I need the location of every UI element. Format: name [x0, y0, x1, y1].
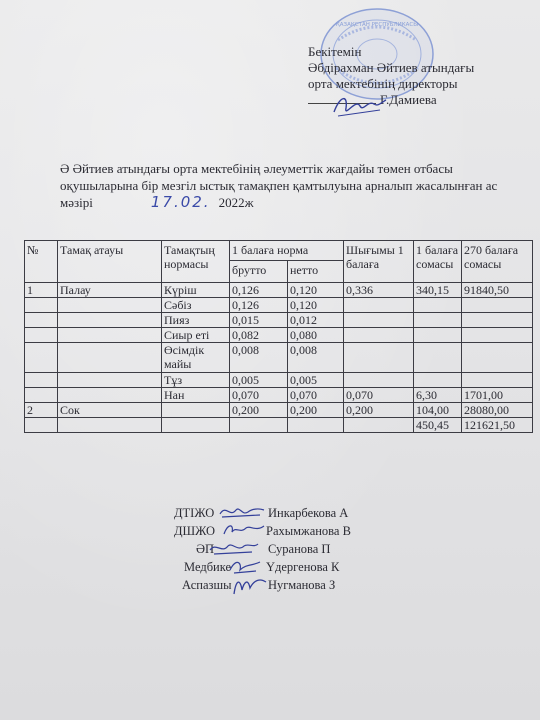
cell-total-sum [462, 373, 533, 388]
cell-dish: Палау [58, 283, 162, 298]
stamp-text: ҚАЗАҚСТАН РЕСПУБЛИКАСЫ [335, 22, 419, 28]
cell-per-child-sum: 6,30 [414, 388, 462, 403]
table-row [25, 313, 533, 328]
cell-number [25, 313, 58, 328]
header-number: № [25, 241, 58, 283]
cell-number [25, 418, 58, 433]
cell-gross: 0,008 [230, 343, 288, 373]
table-row [25, 343, 533, 373]
cell-total-sum: 91840,50 [462, 283, 533, 298]
cell-gross: 0,126 [230, 298, 288, 313]
signer-name: Рахымжанова В [266, 524, 351, 538]
menu-table [24, 240, 533, 433]
cell-net: 0,070 [288, 388, 344, 403]
cell-total-sum [462, 313, 533, 328]
cell-net: 0,005 [288, 373, 344, 388]
heading-line-1: Ә Әйтиев атындағы орта мектебінің әлеуметтік жағдайы төмен отбасы [60, 161, 453, 176]
cell-output [344, 298, 414, 313]
table-row [25, 328, 533, 343]
cell-product: Тұз [162, 373, 230, 388]
cell-total-sum: 28080,00 [462, 403, 533, 418]
header-output: Шығымы 1 балаға [344, 241, 414, 283]
cell-dish [58, 328, 162, 343]
signer-name: Үдергенова К [266, 560, 340, 574]
approved-label: Бекітемін [308, 44, 362, 59]
header-dish: Тамақ атауы [58, 241, 162, 283]
cell-product: Пияз [162, 313, 230, 328]
signer-row [196, 540, 331, 558]
cell-number [25, 298, 58, 313]
table-row [25, 388, 533, 403]
cell-total-sum [462, 298, 533, 313]
signer-role: ДТІЖО [174, 506, 215, 520]
table-row [25, 283, 533, 298]
cell-total-sum: 121621,50 [462, 418, 533, 433]
cell-net: 0,012 [288, 313, 344, 328]
approval-block [308, 44, 474, 108]
director-signature-line [308, 92, 474, 108]
cell-net: 0,120 [288, 283, 344, 298]
cell-per-child-sum [414, 373, 462, 388]
cell-dish [58, 388, 162, 403]
signer-row [174, 504, 349, 522]
cell-gross: 0,015 [230, 313, 288, 328]
cell-dish [58, 418, 162, 433]
signer-name: Нугманова З [268, 578, 336, 592]
signer-row [182, 576, 336, 594]
cell-gross: 0,082 [230, 328, 288, 343]
cell-output [344, 328, 414, 343]
cell-per-child-sum [414, 313, 462, 328]
cell-total-sum [462, 343, 533, 373]
cell-dish [58, 373, 162, 388]
cell-number: 2 [25, 403, 58, 418]
cell-total-sum: 1701,00 [462, 388, 533, 403]
signature-1 [218, 502, 266, 522]
cell-product: Күріш [162, 283, 230, 298]
cell-dish [58, 343, 162, 373]
cell-net: 0,080 [288, 328, 344, 343]
signer-name: Инкарбекова А [268, 506, 349, 520]
cell-output [344, 343, 414, 373]
cell-per-child-sum: 450,45 [414, 418, 462, 433]
header-total-sum: 270 балаға сомасы [462, 241, 533, 283]
cell-product: Сиыр еті [162, 328, 230, 343]
table-row [25, 298, 533, 313]
cell-dish [58, 298, 162, 313]
header-per-child-norm: 1 балаға норма [230, 241, 344, 261]
cell-output [344, 418, 414, 433]
cell-output: 0,336 [344, 283, 414, 298]
cell-per-child-sum: 340,15 [414, 283, 462, 298]
cell-per-child-sum [414, 343, 462, 373]
handwritten-date: 17.02. [150, 193, 211, 211]
cell-per-child-sum [414, 328, 462, 343]
menu-heading [60, 160, 500, 211]
cell-output: 0,200 [344, 403, 414, 418]
cell-output [344, 313, 414, 328]
heading-line-3 [60, 194, 500, 211]
cell-net: 0,200 [288, 403, 344, 418]
cell-net: 0,120 [288, 298, 344, 313]
cell-output [344, 373, 414, 388]
header-food-norm: Тамақтың нормасы [162, 241, 230, 283]
cell-gross: 0,070 [230, 388, 288, 403]
header-gross: брутто [230, 261, 288, 283]
cell-number [25, 328, 58, 343]
cell-gross: 0,126 [230, 283, 288, 298]
cell-total-sum [462, 328, 533, 343]
table-row [25, 403, 533, 418]
cell-net [288, 418, 344, 433]
signature-2 [222, 520, 266, 540]
cell-per-child-sum: 104,00 [414, 403, 462, 418]
signer-row [184, 558, 340, 576]
table-row [25, 418, 533, 433]
cell-dish: Сок [58, 403, 162, 418]
signature-5 [230, 574, 270, 600]
school-line-1: Әбдірахман Әйтиев атындағы [308, 60, 475, 75]
school-line-2: орта мектебінің директоры [308, 76, 458, 91]
header-net: нетто [288, 261, 344, 283]
director-name: Г.Дамиева [380, 92, 437, 107]
cell-number: 1 [25, 283, 58, 298]
menu-table-body [25, 283, 533, 433]
heading-year: 2022ж [218, 195, 254, 210]
signer-role: ДШЖО [174, 524, 216, 538]
cell-number [25, 388, 58, 403]
heading-line-2: оқушыларына бір мезгіл ыстық тамақпен қамтылуына арналып жасалынған ас [60, 178, 498, 193]
cell-per-child-sum [414, 298, 462, 313]
cell-net: 0,008 [288, 343, 344, 373]
signer-role: ӘП [196, 542, 215, 556]
cell-number [25, 343, 58, 373]
cell-product: Сәбіз [162, 298, 230, 313]
signers-block [170, 504, 351, 594]
cell-gross [230, 418, 288, 433]
cell-number [25, 373, 58, 388]
cell-dish [58, 313, 162, 328]
cell-output: 0,070 [344, 388, 414, 403]
signer-name: Суранова П [268, 542, 331, 556]
cell-product [162, 403, 230, 418]
cell-gross: 0,005 [230, 373, 288, 388]
cell-product [162, 418, 230, 433]
signer-role: Аспазшы [182, 578, 232, 592]
table-row [25, 373, 533, 388]
cell-gross: 0,200 [230, 403, 288, 418]
cell-product: Өсімдік майы [162, 343, 230, 373]
signer-row [174, 522, 351, 540]
header-per-child-sum: 1 балаға сомасы [414, 241, 462, 283]
signer-role: Медбике [184, 560, 232, 574]
signature-underline [308, 103, 376, 104]
heading-menu-word: мәзірі [60, 195, 93, 210]
cell-product: Нан [162, 388, 230, 403]
